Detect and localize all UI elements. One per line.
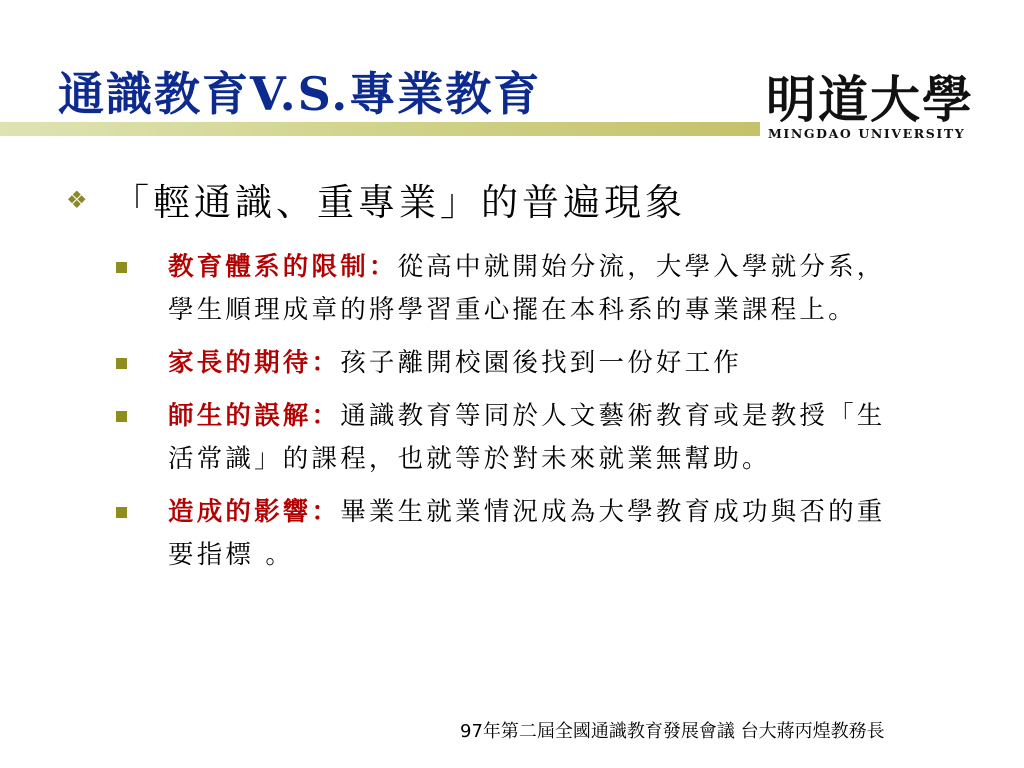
- sub-point-label: 師生的誤解：: [168, 401, 341, 431]
- university-logo: 明道大學: [766, 71, 974, 129]
- sub-point-text: 畢業生就業情況成為大學教育成功與否的重要指標 。: [168, 497, 886, 570]
- sub-point-list: [116, 246, 906, 587]
- sub-point-impact: [116, 491, 906, 577]
- sub-point-label: 家長的期待：: [168, 348, 341, 378]
- square-bullet-icon: [116, 358, 127, 369]
- sub-point-text: 通識教育等同於人文藝術教育或是教授「生活常識」的課程，也就等於對未來就業無幫助。: [168, 401, 886, 474]
- sub-point-misunderstanding: [116, 395, 906, 481]
- sub-point-label: 教育體系的限制：: [168, 252, 398, 282]
- slide-footer: 97年第二屆全國通識教育發展會議 台大蔣丙煌教務長: [460, 721, 885, 742]
- sub-point-text: 從高中就開始分流，大學入學就分系，學生順理成章的將學習重心擺在本科系的專業課程上。: [168, 252, 886, 325]
- diamond-bullet-icon: ❖: [66, 185, 92, 214]
- university-logo-english: MINGDAO UNIVERSITY: [768, 126, 966, 141]
- slide-title: 通識教育V.S.專業教育: [58, 67, 542, 121]
- square-bullet-icon: [116, 411, 127, 422]
- square-bullet-icon: [116, 507, 127, 518]
- square-bullet-icon: [116, 262, 127, 273]
- sub-point-parent-expectation: [116, 342, 906, 385]
- main-point-text: 「輕通識、重專業」的普遍現象: [112, 181, 686, 224]
- title-underline-bar: [0, 122, 760, 136]
- main-point: [66, 172, 686, 226]
- sub-point-label: 造成的影響：: [168, 497, 341, 527]
- sub-point-education-system: [116, 246, 906, 332]
- sub-point-text: 孩子離開校園後找到一份好工作: [340, 348, 743, 378]
